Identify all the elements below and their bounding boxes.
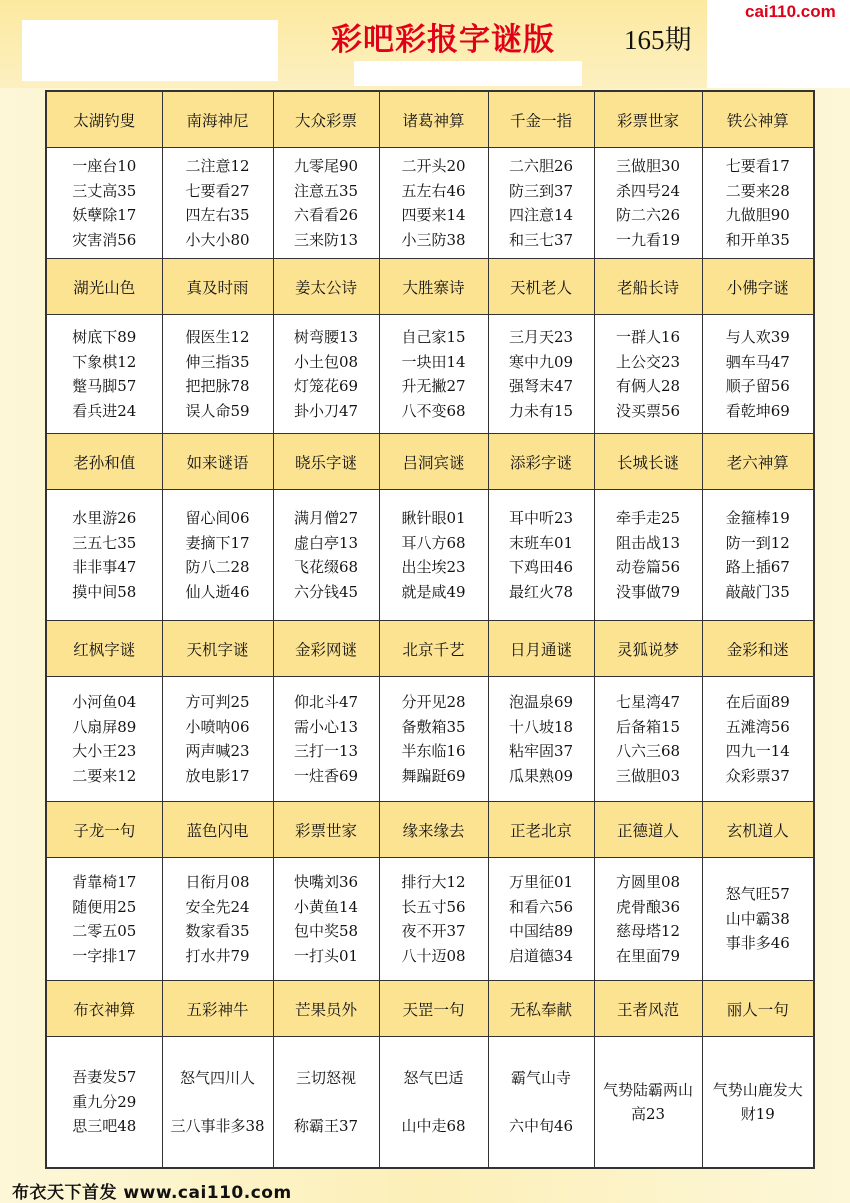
riddle-cell (488, 490, 594, 621)
riddle-line: 注意五35 (293, 181, 359, 200)
cell-spacer (274, 1090, 379, 1114)
riddle-line: 虚白亭13 (293, 533, 359, 552)
riddle-line: 中国结89 (508, 922, 574, 940)
riddle-line: 思三吧48 (72, 1117, 137, 1136)
column-header: 添彩字谜 (488, 434, 594, 490)
column-header: 湖光山色 (46, 259, 162, 315)
riddle-line: 三来防13 (293, 230, 359, 249)
footer-credit[interactable]: 布衣天下首发 www.cai110.com (12, 1183, 292, 1203)
riddle-line: 一打头01 (293, 946, 359, 965)
content-row (46, 858, 814, 981)
riddle-cell (702, 148, 814, 259)
column-header: 长城长谜 (594, 434, 702, 490)
riddle-line: 自己家15 (401, 328, 466, 346)
riddle-line: 慈母塔12 (615, 922, 681, 940)
column-header: 晓乐字谜 (273, 434, 379, 490)
riddle-line: 两声喊23 (185, 742, 250, 760)
column-header: 小佛字谜 (702, 259, 814, 315)
riddle-line: 有俩人28 (615, 377, 681, 395)
riddle-line: 假医生12 (185, 328, 250, 346)
riddle-line: 二零五05 (72, 922, 137, 940)
column-header: 金彩和迷 (702, 621, 814, 677)
column-header: 太湖钓叟 (46, 91, 162, 148)
riddle-line: 三做胆03 (615, 766, 681, 785)
riddle-line: 日衔月08 (185, 873, 250, 891)
riddle-line: 上公交23 (615, 352, 681, 371)
cell-spacer (489, 1090, 594, 1114)
column-header: 姜太公诗 (273, 259, 379, 315)
riddle-line: 看兵进24 (72, 401, 137, 420)
column-header: 金彩网谜 (273, 621, 379, 677)
riddle-line: 五左右46 (401, 181, 466, 200)
riddle-line: 驷车马47 (725, 352, 790, 371)
riddle-cell (488, 315, 594, 434)
riddle-cell (379, 1037, 488, 1169)
riddle-line: 一块田14 (401, 352, 466, 371)
riddle-line: 背靠椅17 (72, 873, 137, 891)
column-header: 诸葛神算 (379, 91, 488, 148)
riddle-line: 怒气四川人 (179, 1068, 255, 1087)
column-header: 彩票世家 (273, 802, 379, 858)
riddle-line: 看乾坤69 (725, 401, 790, 420)
riddle-cell (594, 315, 702, 434)
column-header: 千金一指 (488, 91, 594, 148)
riddle-line: 六中旬46 (508, 1117, 574, 1135)
column-header: 大众彩票 (273, 91, 379, 148)
riddle-cell (273, 148, 379, 259)
riddle-cell (488, 677, 594, 802)
riddle-line: 防二六26 (615, 206, 681, 224)
issue-number: 165期 (624, 25, 692, 55)
riddle-cell (379, 858, 488, 981)
riddle-line: 万里征01 (508, 873, 574, 891)
riddle-cell (594, 677, 702, 802)
riddle-line: 防三到37 (508, 181, 574, 200)
column-header: 天罡一句 (379, 981, 488, 1037)
riddle-cell (273, 1037, 379, 1169)
column-header: 天机字谜 (162, 621, 273, 677)
column-header: 玄机道人 (702, 802, 814, 858)
riddle-cell (702, 1037, 814, 1169)
riddle-line: 没买票56 (615, 401, 681, 420)
riddle-table (45, 90, 815, 1169)
riddle-line: 与人欢39 (725, 328, 790, 346)
column-header: 铁公神算 (702, 91, 814, 148)
riddle-line: 气势陆霸两山 (602, 1080, 693, 1099)
riddle-cell (594, 858, 702, 981)
header-row (46, 434, 814, 490)
riddle-line: 虎骨酿36 (615, 897, 681, 916)
riddle-cell (702, 677, 814, 802)
column-header: 老船长诗 (594, 259, 702, 315)
riddle-line: 排行大12 (401, 873, 466, 891)
column-header: 王者风范 (594, 981, 702, 1037)
riddle-line: 九做胆90 (725, 206, 790, 224)
riddle-line: 夜不开37 (401, 922, 466, 940)
riddle-line: 气势山鹿发大 (712, 1080, 803, 1099)
riddle-line: 粘牢固37 (508, 742, 574, 760)
riddle-cell (702, 858, 814, 981)
riddle-cell (594, 148, 702, 259)
riddle-line: 就是咸49 (401, 582, 466, 601)
riddle-line: 寒中九09 (508, 352, 574, 371)
riddle-line: 山中霸38 (725, 909, 790, 928)
column-header: 子龙一句 (46, 802, 162, 858)
riddle-line: 非非事47 (72, 558, 137, 576)
riddle-line: 众彩票37 (725, 766, 790, 785)
riddle-line: 没事做79 (615, 582, 681, 601)
riddle-line: 大小王23 (72, 742, 137, 760)
cell-spacer (380, 1090, 488, 1114)
riddle-line: 霸气山寺 (510, 1068, 571, 1087)
site-logo-text[interactable]: cai110.com (745, 2, 836, 21)
riddle-line: 小大小80 (185, 230, 250, 249)
riddle-cell (162, 677, 273, 802)
riddle-line: 称霸王37 (293, 1117, 359, 1135)
riddle-line: 仙人逝46 (185, 582, 250, 601)
riddle-line: 一九看19 (615, 230, 681, 249)
riddle-cell (46, 315, 162, 434)
riddle-line: 十八坡18 (508, 717, 574, 736)
riddle-line: 二要来12 (72, 766, 137, 785)
riddle-cell (162, 1037, 273, 1169)
riddle-line: 怒气巴适 (403, 1068, 464, 1087)
riddle-cell (379, 148, 488, 259)
riddle-line: 把把脉78 (185, 377, 250, 395)
riddle-line: 四注意14 (508, 206, 574, 224)
riddle-line: 事非多46 (725, 934, 790, 953)
riddle-line: 二开头20 (401, 157, 466, 175)
column-header: 北京千艺 (379, 621, 488, 677)
riddle-line: 误人命59 (185, 401, 250, 420)
riddle-line: 打水井79 (185, 946, 250, 965)
riddle-line: 重九分29 (72, 1092, 137, 1111)
riddle-line: 和三七37 (508, 230, 574, 249)
column-header: 日月通谜 (488, 621, 594, 677)
column-header: 如来谜语 (162, 434, 273, 490)
riddle-line: 七要看27 (185, 181, 250, 200)
column-header: 天机老人 (488, 259, 594, 315)
column-header: 芒果员外 (273, 981, 379, 1037)
riddle-cell (702, 490, 814, 621)
riddle-cell (162, 315, 273, 434)
riddle-line: 八不变68 (401, 401, 466, 420)
riddle-cell (488, 148, 594, 259)
riddle-line: 妖孽除17 (72, 206, 137, 224)
riddle-line: 摸中间58 (72, 582, 137, 601)
riddle-line: 留心间06 (185, 509, 250, 527)
riddle-cell (46, 490, 162, 621)
column-header: 灵狐说梦 (594, 621, 702, 677)
riddle-line: 方圆里08 (615, 873, 681, 891)
riddle-line: 三丈高35 (72, 181, 137, 200)
riddle-line: 方可判25 (185, 693, 250, 711)
riddle-line: 树弯腰13 (293, 328, 359, 346)
riddle-line: 长五寸56 (401, 897, 466, 916)
riddle-line: 路上插67 (725, 558, 790, 576)
riddle-cell (162, 490, 273, 621)
riddle-line: 三做胆30 (615, 157, 681, 175)
riddle-line: 防八二28 (185, 558, 250, 576)
riddle-cell (273, 315, 379, 434)
riddle-cell (488, 1037, 594, 1169)
riddle-line: 小喷呐06 (185, 717, 250, 736)
riddle-line: 八扇屏89 (72, 717, 137, 736)
riddle-line: 卦小刀47 (293, 401, 359, 420)
riddle-cell (702, 315, 814, 434)
riddle-line: 九零尾90 (293, 157, 359, 175)
column-header: 五彩神牛 (162, 981, 273, 1037)
riddle-line: 瓜果熟09 (508, 766, 574, 785)
riddle-line: 末班车01 (508, 533, 574, 552)
header-row (46, 981, 814, 1037)
riddle-line: 下象棋12 (72, 352, 137, 371)
riddle-line: 下鸡田46 (508, 558, 574, 576)
column-header: 丽人一句 (702, 981, 814, 1037)
riddle-cell (488, 858, 594, 981)
riddle-line: 敲敲门35 (725, 582, 790, 601)
riddle-line: 吾妻发57 (72, 1068, 137, 1087)
riddle-line: 耳中听23 (508, 509, 574, 527)
column-header: 老六神算 (702, 434, 814, 490)
riddle-line: 备敷箱35 (401, 717, 466, 736)
riddle-cell (46, 1037, 162, 1169)
riddle-cell (46, 677, 162, 802)
riddle-line: 金箍棒19 (725, 509, 790, 527)
riddle-line: 安全先24 (185, 897, 250, 916)
riddle-line: 力未有15 (508, 401, 574, 420)
riddle-line: 随便用25 (72, 897, 137, 916)
riddle-line: 二六胆26 (508, 157, 574, 175)
riddle-line: 三八事非多38 (170, 1117, 265, 1135)
column-header: 蓝色闪电 (162, 802, 273, 858)
riddle-line: 灯笼花69 (293, 377, 359, 395)
riddle-line: 妻摘下17 (185, 533, 250, 552)
header-row (46, 91, 814, 148)
redacted-box-left (22, 20, 278, 81)
riddle-line: 在后面89 (725, 693, 790, 711)
riddle-line: 在里面79 (615, 946, 681, 965)
riddle-line: 蹩马脚57 (72, 377, 137, 395)
column-header: 红枫字谜 (46, 621, 162, 677)
riddle-line: 出尘埃23 (401, 558, 466, 576)
cell-spacer (163, 1090, 273, 1114)
riddle-line: 八六三68 (615, 742, 681, 760)
riddle-line: 一字排17 (72, 946, 137, 965)
riddle-line: 三五七35 (72, 533, 137, 552)
column-header: 大胜寨诗 (379, 259, 488, 315)
content-row (46, 1037, 814, 1169)
column-header: 布衣神算 (46, 981, 162, 1037)
column-header: 彩票世家 (594, 91, 702, 148)
riddle-line: 二要来28 (725, 181, 790, 200)
riddle-line: 小河鱼04 (72, 693, 137, 711)
header-row (46, 259, 814, 315)
riddle-line: 水里游26 (72, 509, 137, 527)
content-row (46, 315, 814, 434)
riddle-line: 三月天23 (508, 328, 574, 346)
riddle-cell (594, 490, 702, 621)
riddle-line: 放电影17 (185, 766, 250, 785)
column-header: 无私奉献 (488, 981, 594, 1037)
riddle-line: 仰北斗47 (293, 693, 359, 711)
riddle-line: 数家看35 (185, 922, 250, 940)
riddle-line: 后备箱15 (615, 717, 681, 736)
riddle-line: 树底下89 (72, 328, 137, 346)
riddle-cell (162, 858, 273, 981)
riddle-line: 二注意12 (185, 157, 250, 175)
riddle-line: 半东临16 (401, 742, 466, 760)
riddle-line: 防一到12 (725, 533, 790, 552)
riddle-line: 小黄鱼14 (293, 897, 359, 916)
redacted-box-center (354, 61, 582, 86)
riddle-line: 分开见28 (401, 693, 466, 711)
riddle-line: 动卷篇56 (615, 558, 681, 576)
riddle-line: 满月僧27 (293, 509, 359, 527)
riddle-line: 一座台10 (72, 157, 137, 175)
riddle-line: 强弩末47 (508, 377, 574, 395)
riddle-line: 最红火78 (508, 582, 574, 601)
riddle-line: 快嘴刘36 (293, 873, 359, 891)
riddle-line: 飞花缀68 (293, 558, 359, 576)
riddle-line: 财19 (740, 1105, 775, 1123)
riddle-line: 六分钱45 (293, 582, 359, 601)
riddle-line: 八十迈08 (401, 946, 466, 965)
column-header: 吕洞宾谜 (379, 434, 488, 490)
riddle-line: 四九一14 (725, 742, 790, 760)
riddle-line: 和开单35 (725, 230, 790, 249)
riddle-line: 怒气旺57 (725, 885, 790, 904)
riddle-line: 七星湾47 (615, 693, 681, 711)
riddle-line: 四左右35 (185, 206, 250, 224)
riddle-line: 三切怒视 (295, 1068, 356, 1087)
riddle-line: 需小心13 (293, 717, 359, 736)
riddle-line: 高23 (630, 1105, 666, 1123)
riddle-line: 山中走68 (401, 1117, 466, 1135)
riddle-line: 耳八方68 (401, 533, 466, 552)
riddle-cell (379, 490, 488, 621)
riddle-line: 五滩湾56 (725, 717, 790, 736)
riddle-line: 阻击战13 (615, 533, 681, 552)
riddle-cell (379, 677, 488, 802)
column-header: 正老北京 (488, 802, 594, 858)
riddle-line: 升无撇27 (401, 377, 466, 395)
riddle-line: 包中奖58 (293, 922, 359, 940)
riddle-cell (273, 490, 379, 621)
header-row (46, 802, 814, 858)
header-row (46, 621, 814, 677)
riddle-cell (46, 148, 162, 259)
riddle-line: 牵手走25 (615, 509, 681, 527)
content-row (46, 490, 814, 621)
column-header: 正德道人 (594, 802, 702, 858)
riddle-line: 和看六56 (508, 897, 574, 916)
riddle-line: 七要看17 (725, 157, 790, 175)
column-header: 老孙和值 (46, 434, 162, 490)
column-header: 真及时雨 (162, 259, 273, 315)
content-row (46, 148, 814, 259)
riddle-line: 三打一13 (293, 742, 359, 760)
column-header: 南海神尼 (162, 91, 273, 148)
riddle-line: 杀四号24 (615, 181, 681, 200)
riddle-cell (379, 315, 488, 434)
content-row (46, 677, 814, 802)
riddle-line: 灾害消56 (72, 230, 137, 249)
riddle-cell (273, 677, 379, 802)
riddle-line: 启道德34 (508, 946, 574, 965)
riddle-cell (273, 858, 379, 981)
riddle-cell (594, 1037, 702, 1169)
riddle-line: 小三防38 (401, 230, 466, 249)
riddle-line: 泡温泉69 (508, 693, 574, 711)
riddle-cell (46, 858, 162, 981)
riddle-line: 瞅针眼01 (401, 509, 466, 527)
riddle-cell (162, 148, 273, 259)
riddle-line: 伸三指35 (185, 352, 250, 371)
riddle-line: 顺子留56 (725, 377, 790, 395)
riddle-line: 四要来14 (401, 206, 466, 224)
riddle-line: 一炷香69 (293, 766, 359, 785)
riddle-line: 六看看26 (293, 206, 359, 224)
riddle-line: 一群人16 (615, 328, 681, 346)
page-title: 彩吧彩报字谜版 (331, 22, 555, 58)
column-header: 缘来缘去 (379, 802, 488, 858)
riddle-line: 舞蹁跹69 (401, 766, 466, 785)
riddle-line: 小土包08 (293, 352, 359, 371)
